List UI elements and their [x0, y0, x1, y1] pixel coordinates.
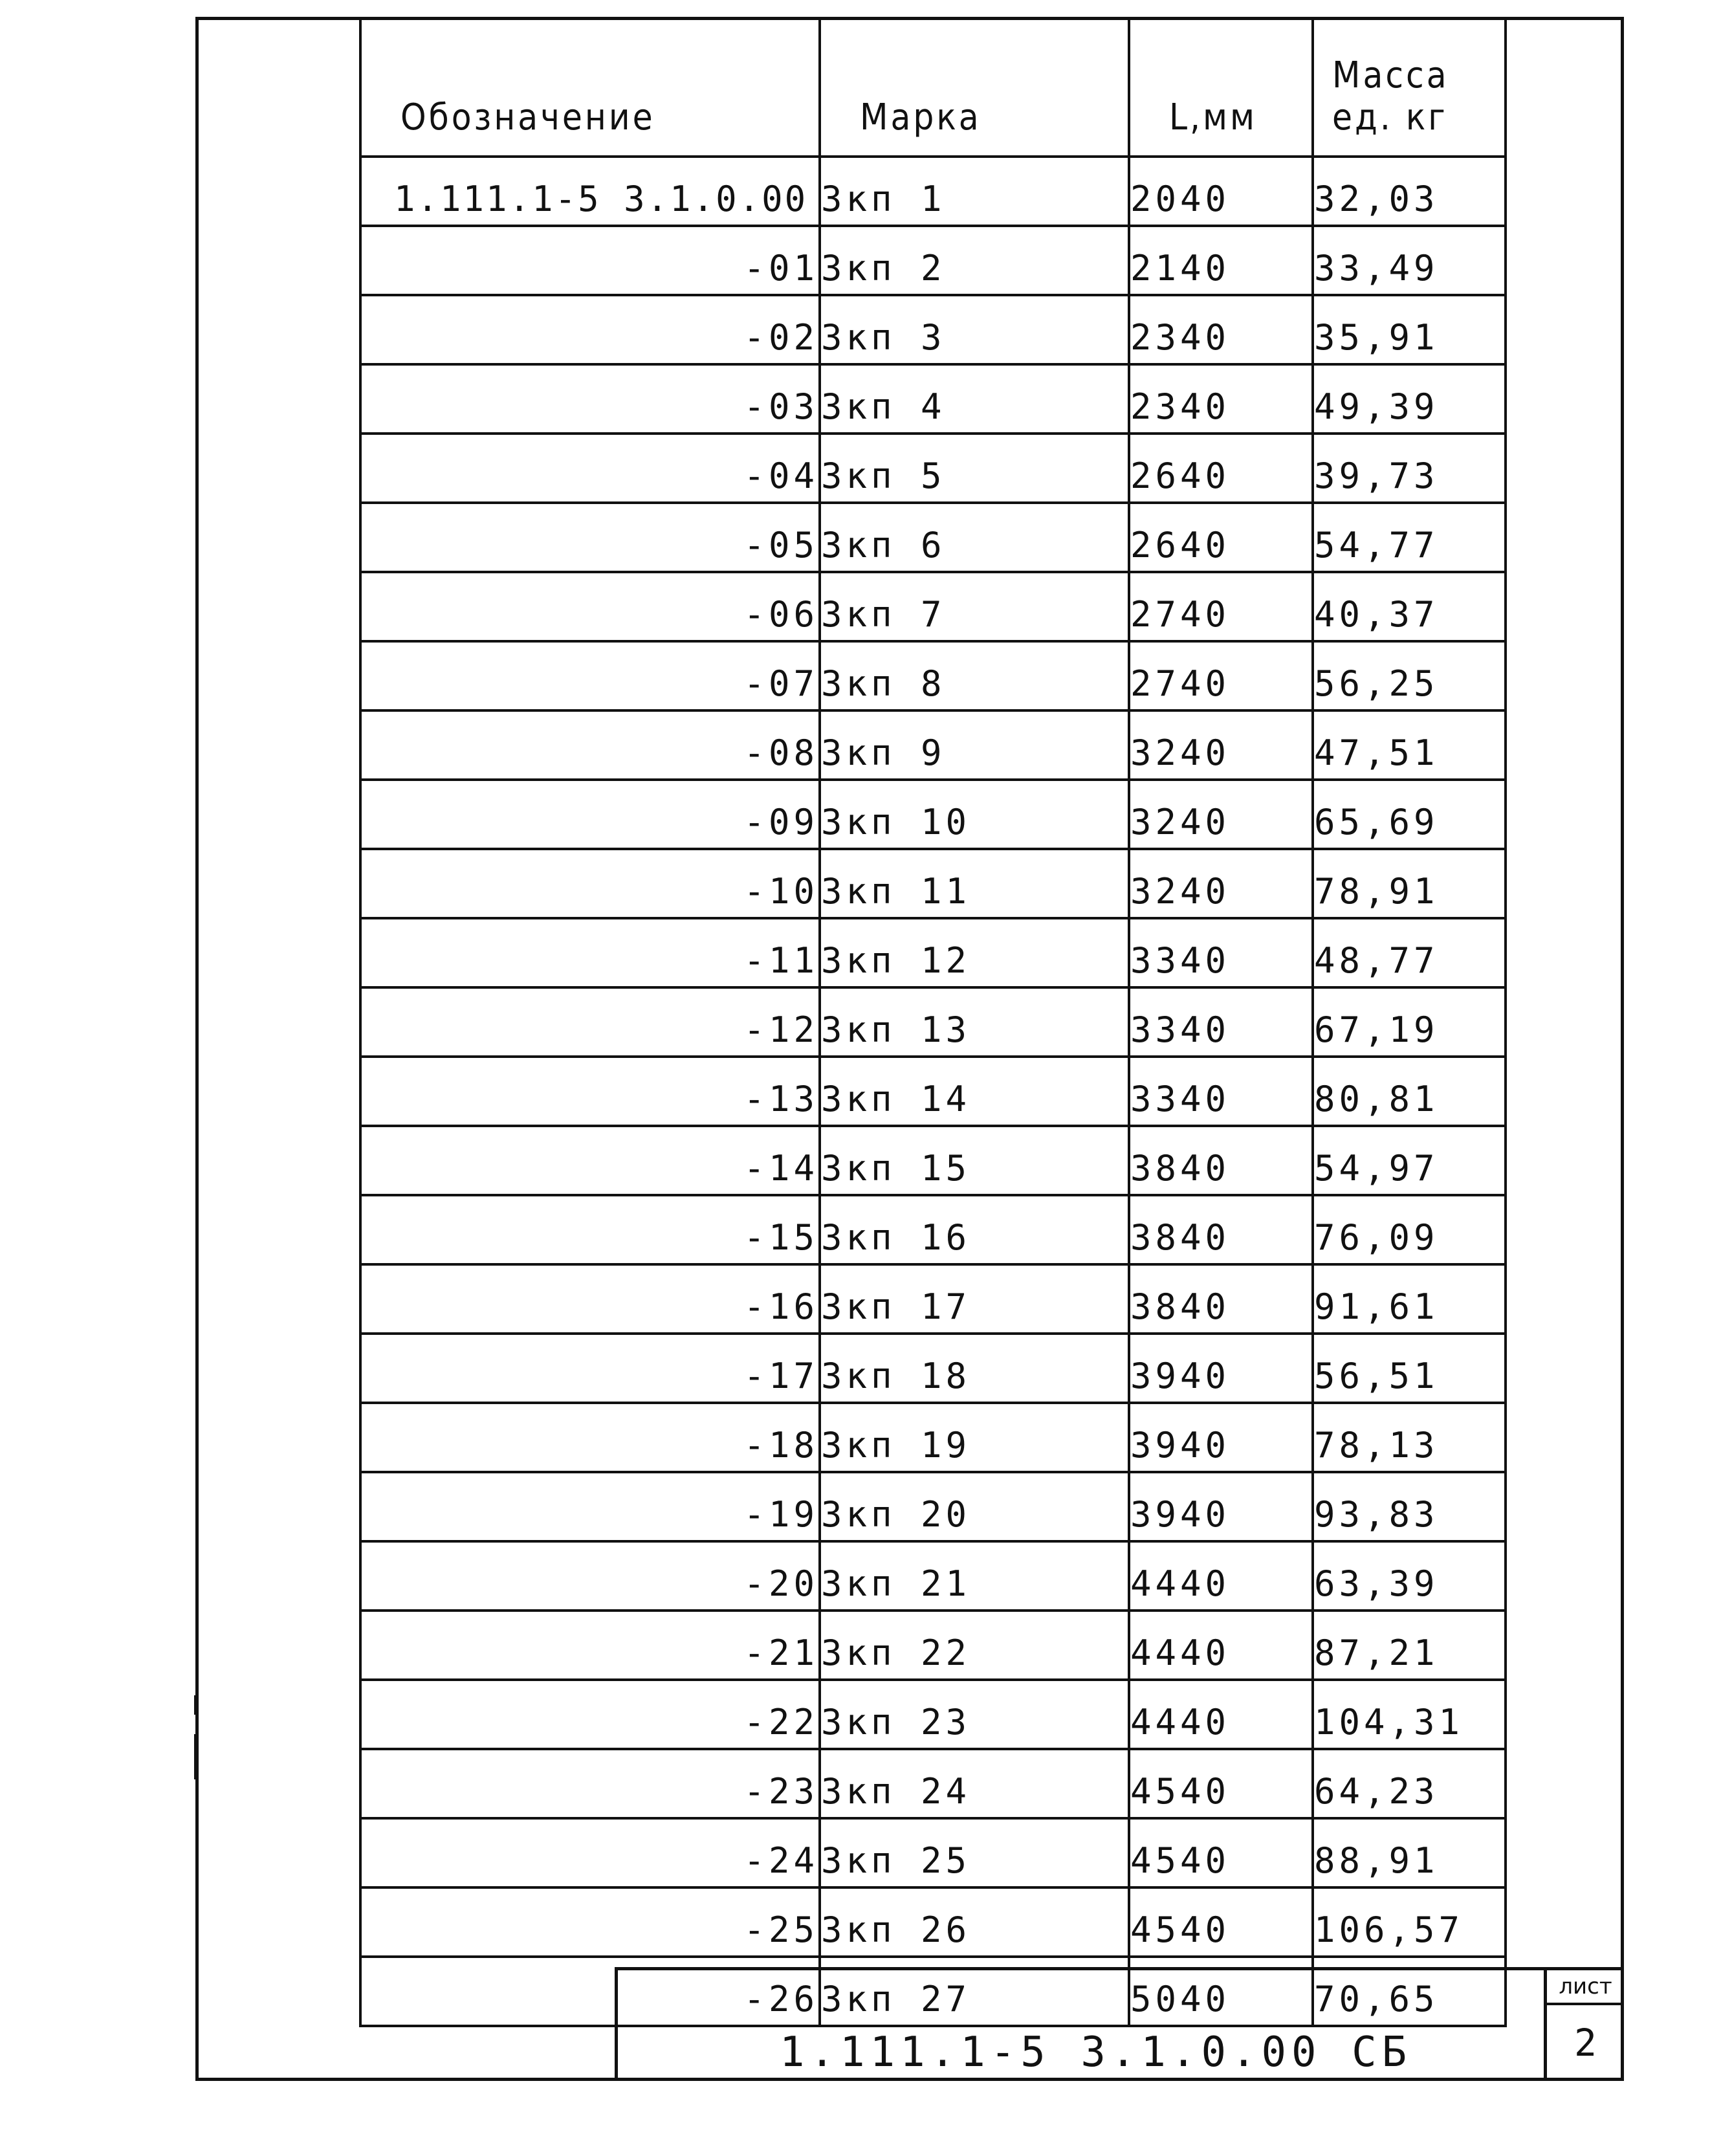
table-row	[360, 987, 1506, 1057]
cell-designation: -15	[360, 1195, 820, 1264]
cell-designation: -06	[360, 572, 820, 641]
header-mass	[1313, 18, 1506, 157]
cell-mark: 3кп 16	[820, 1195, 1129, 1264]
cell-designation: -19	[360, 1472, 820, 1541]
cell-mass: 106,57	[1313, 1887, 1506, 1957]
sheet-box	[1544, 1970, 1624, 2081]
cell-length: 2340	[1129, 364, 1313, 434]
cell-mark: 3кп 3	[820, 295, 1129, 364]
cell-length: 3940	[1129, 1334, 1313, 1403]
cell-designation: -16	[360, 1264, 820, 1334]
cell-length: 3840	[1129, 1264, 1313, 1334]
cell-mass: 49,39	[1313, 364, 1506, 434]
cell-mark: 3кп 6	[820, 503, 1129, 572]
cell-mass: 76,09	[1313, 1195, 1506, 1264]
cell-mark: 3кп 10	[820, 780, 1129, 849]
table-row	[360, 1057, 1506, 1126]
cell-mass: 63,39	[1313, 1541, 1506, 1611]
cell-mark: 3кп 27	[820, 1957, 1129, 2026]
header-length: L,мм	[1129, 18, 1313, 157]
cell-mass: 54,97	[1313, 1126, 1506, 1195]
table-row	[360, 780, 1506, 849]
cell-designation: -12	[360, 987, 820, 1057]
table-body	[360, 157, 1506, 2026]
cell-length: 3840	[1129, 1195, 1313, 1264]
cell-mass: 65,69	[1313, 780, 1506, 849]
cell-mark: 3кп 5	[820, 434, 1129, 503]
cell-mass: 64,23	[1313, 1749, 1506, 1818]
cell-length: 3240	[1129, 780, 1313, 849]
cell-designation: -21	[360, 1611, 820, 1680]
cell-length: 2740	[1129, 641, 1313, 710]
cell-mark: 3кп 2	[820, 226, 1129, 295]
table-row	[360, 849, 1506, 918]
cell-designation: -03	[360, 364, 820, 434]
cell-designation: -26	[360, 1957, 820, 2026]
cell-mark: 3кп 17	[820, 1264, 1129, 1334]
cell-length: 3240	[1129, 849, 1313, 918]
cell-length: 2040	[1129, 157, 1313, 226]
table-row	[360, 1541, 1506, 1611]
cell-length: 4440	[1129, 1680, 1313, 1749]
table-row	[360, 503, 1506, 572]
cell-mass: 39,73	[1313, 434, 1506, 503]
cell-designation: -09	[360, 780, 820, 849]
cell-designation: 1.111.1-5 3.1.0.00	[360, 157, 820, 226]
cell-mass: 70,65	[1313, 1957, 1506, 2026]
cell-length: 4440	[1129, 1541, 1313, 1611]
cell-mass: 93,83	[1313, 1472, 1506, 1541]
cell-mark: 3кп 14	[820, 1057, 1129, 1126]
table-row	[360, 710, 1506, 780]
cell-designation: -13	[360, 1057, 820, 1126]
cell-designation: -24	[360, 1818, 820, 1887]
cell-length: 5040	[1129, 1957, 1313, 2026]
cell-length: 2640	[1129, 434, 1313, 503]
cell-designation: -17	[360, 1334, 820, 1403]
cell-length: 3940	[1129, 1472, 1313, 1541]
cell-mark: 3кп 4	[820, 364, 1129, 434]
cell-mass: 91,61	[1313, 1264, 1506, 1334]
cell-mass: 80,81	[1313, 1057, 1506, 1126]
cell-designation: -05	[360, 503, 820, 572]
table-row	[360, 1818, 1506, 1887]
header-mass-line2: ед. кг	[1332, 96, 1448, 138]
cell-designation: -01	[360, 226, 820, 295]
cell-mark: 3кп 19	[820, 1403, 1129, 1472]
cell-mark: 3кп 12	[820, 918, 1129, 987]
cell-designation: -02	[360, 295, 820, 364]
cell-mass: 48,77	[1313, 918, 1506, 987]
cell-mark: 3кп 9	[820, 710, 1129, 780]
cell-designation: -07	[360, 641, 820, 710]
cell-length: 3940	[1129, 1403, 1313, 1472]
cell-mark: 3кп 7	[820, 572, 1129, 641]
cell-mass: 32,03	[1313, 157, 1506, 226]
table-row	[360, 1403, 1506, 1472]
cell-mark: 3кп 24	[820, 1749, 1129, 1818]
cell-mark: 3кп 26	[820, 1887, 1129, 1957]
cell-mark: 3кп 11	[820, 849, 1129, 918]
document-code: 1.111.1-5 3.1.0.00 СБ	[780, 2029, 1412, 2076]
cell-length: 4440	[1129, 1611, 1313, 1680]
table-row	[360, 1334, 1506, 1403]
table-row	[360, 364, 1506, 434]
table-row	[360, 1680, 1506, 1749]
cell-mass: 67,19	[1313, 987, 1506, 1057]
table-row	[360, 157, 1506, 226]
cell-mass: 78,13	[1313, 1403, 1506, 1472]
cell-length: 3340	[1129, 918, 1313, 987]
cell-mark: 3кп 8	[820, 641, 1129, 710]
sheet-number: 2	[1574, 2021, 1597, 2065]
cell-length: 2140	[1129, 226, 1313, 295]
cell-mark: 3кп 18	[820, 1334, 1129, 1403]
table-row	[360, 1264, 1506, 1334]
cell-designation: -23	[360, 1749, 820, 1818]
table-row	[360, 1887, 1506, 1957]
sheet-label: лист	[1547, 1970, 1624, 2005]
table-row	[360, 641, 1506, 710]
cell-mass: 104,31	[1313, 1680, 1506, 1749]
cell-mass: 33,49	[1313, 226, 1506, 295]
cell-designation: -10	[360, 849, 820, 918]
cell-length: 4540	[1129, 1818, 1313, 1887]
cell-mass: 47,51	[1313, 710, 1506, 780]
header-designation: Обозначение	[360, 18, 820, 157]
table-row	[360, 226, 1506, 295]
cell-length: 2340	[1129, 295, 1313, 364]
cell-mark: 3кп 25	[820, 1818, 1129, 1887]
cell-mass: 56,51	[1313, 1334, 1506, 1403]
cell-mark: 3кп 22	[820, 1611, 1129, 1680]
cell-mass: 78,91	[1313, 849, 1506, 918]
cell-designation: -25	[360, 1887, 820, 1957]
cell-mass: 54,77	[1313, 503, 1506, 572]
cell-mark: 3кп 20	[820, 1472, 1129, 1541]
cell-length: 3240	[1129, 710, 1313, 780]
table-row	[360, 1611, 1506, 1680]
table-row	[360, 1126, 1506, 1195]
cell-length: 4540	[1129, 1887, 1313, 1957]
cell-designation: -14	[360, 1126, 820, 1195]
cell-length: 2640	[1129, 503, 1313, 572]
specification-table	[359, 17, 1507, 2027]
cell-designation: -11	[360, 918, 820, 987]
cell-designation: -04	[360, 434, 820, 503]
table-header-row	[360, 18, 1506, 157]
cell-designation: -20	[360, 1541, 820, 1611]
header-mark: Марка	[820, 18, 1129, 157]
cell-length: 4540	[1129, 1749, 1313, 1818]
table-row	[360, 1195, 1506, 1264]
cell-mass: 88,91	[1313, 1818, 1506, 1887]
cell-mass: 56,25	[1313, 641, 1506, 710]
cell-mark: 3кп 13	[820, 987, 1129, 1057]
cell-designation: -08	[360, 710, 820, 780]
cell-mass: 87,21	[1313, 1611, 1506, 1680]
table-row	[360, 1749, 1506, 1818]
cell-designation: -18	[360, 1403, 820, 1472]
cell-mark: 3кп 1	[820, 157, 1129, 226]
margin-tick-mark	[194, 1695, 197, 1715]
cell-length: 3340	[1129, 1057, 1313, 1126]
cell-length: 2740	[1129, 572, 1313, 641]
cell-mass: 40,37	[1313, 572, 1506, 641]
table-row	[360, 295, 1506, 364]
table-row	[360, 572, 1506, 641]
title-block	[615, 1967, 1624, 2081]
table-row	[360, 1472, 1506, 1541]
cell-designation: -22	[360, 1680, 820, 1749]
cell-mark: 3кп 15	[820, 1126, 1129, 1195]
cell-mark: 3кп 21	[820, 1541, 1129, 1611]
cell-length: 3340	[1129, 987, 1313, 1057]
margin-tick-mark	[194, 1734, 197, 1779]
table-row	[360, 434, 1506, 503]
cell-length: 3840	[1129, 1126, 1313, 1195]
cell-mark: 3кп 23	[820, 1680, 1129, 1749]
header-mass-line1: Масса	[1332, 54, 1449, 97]
cell-mass: 35,91	[1313, 295, 1506, 364]
table-row	[360, 918, 1506, 987]
